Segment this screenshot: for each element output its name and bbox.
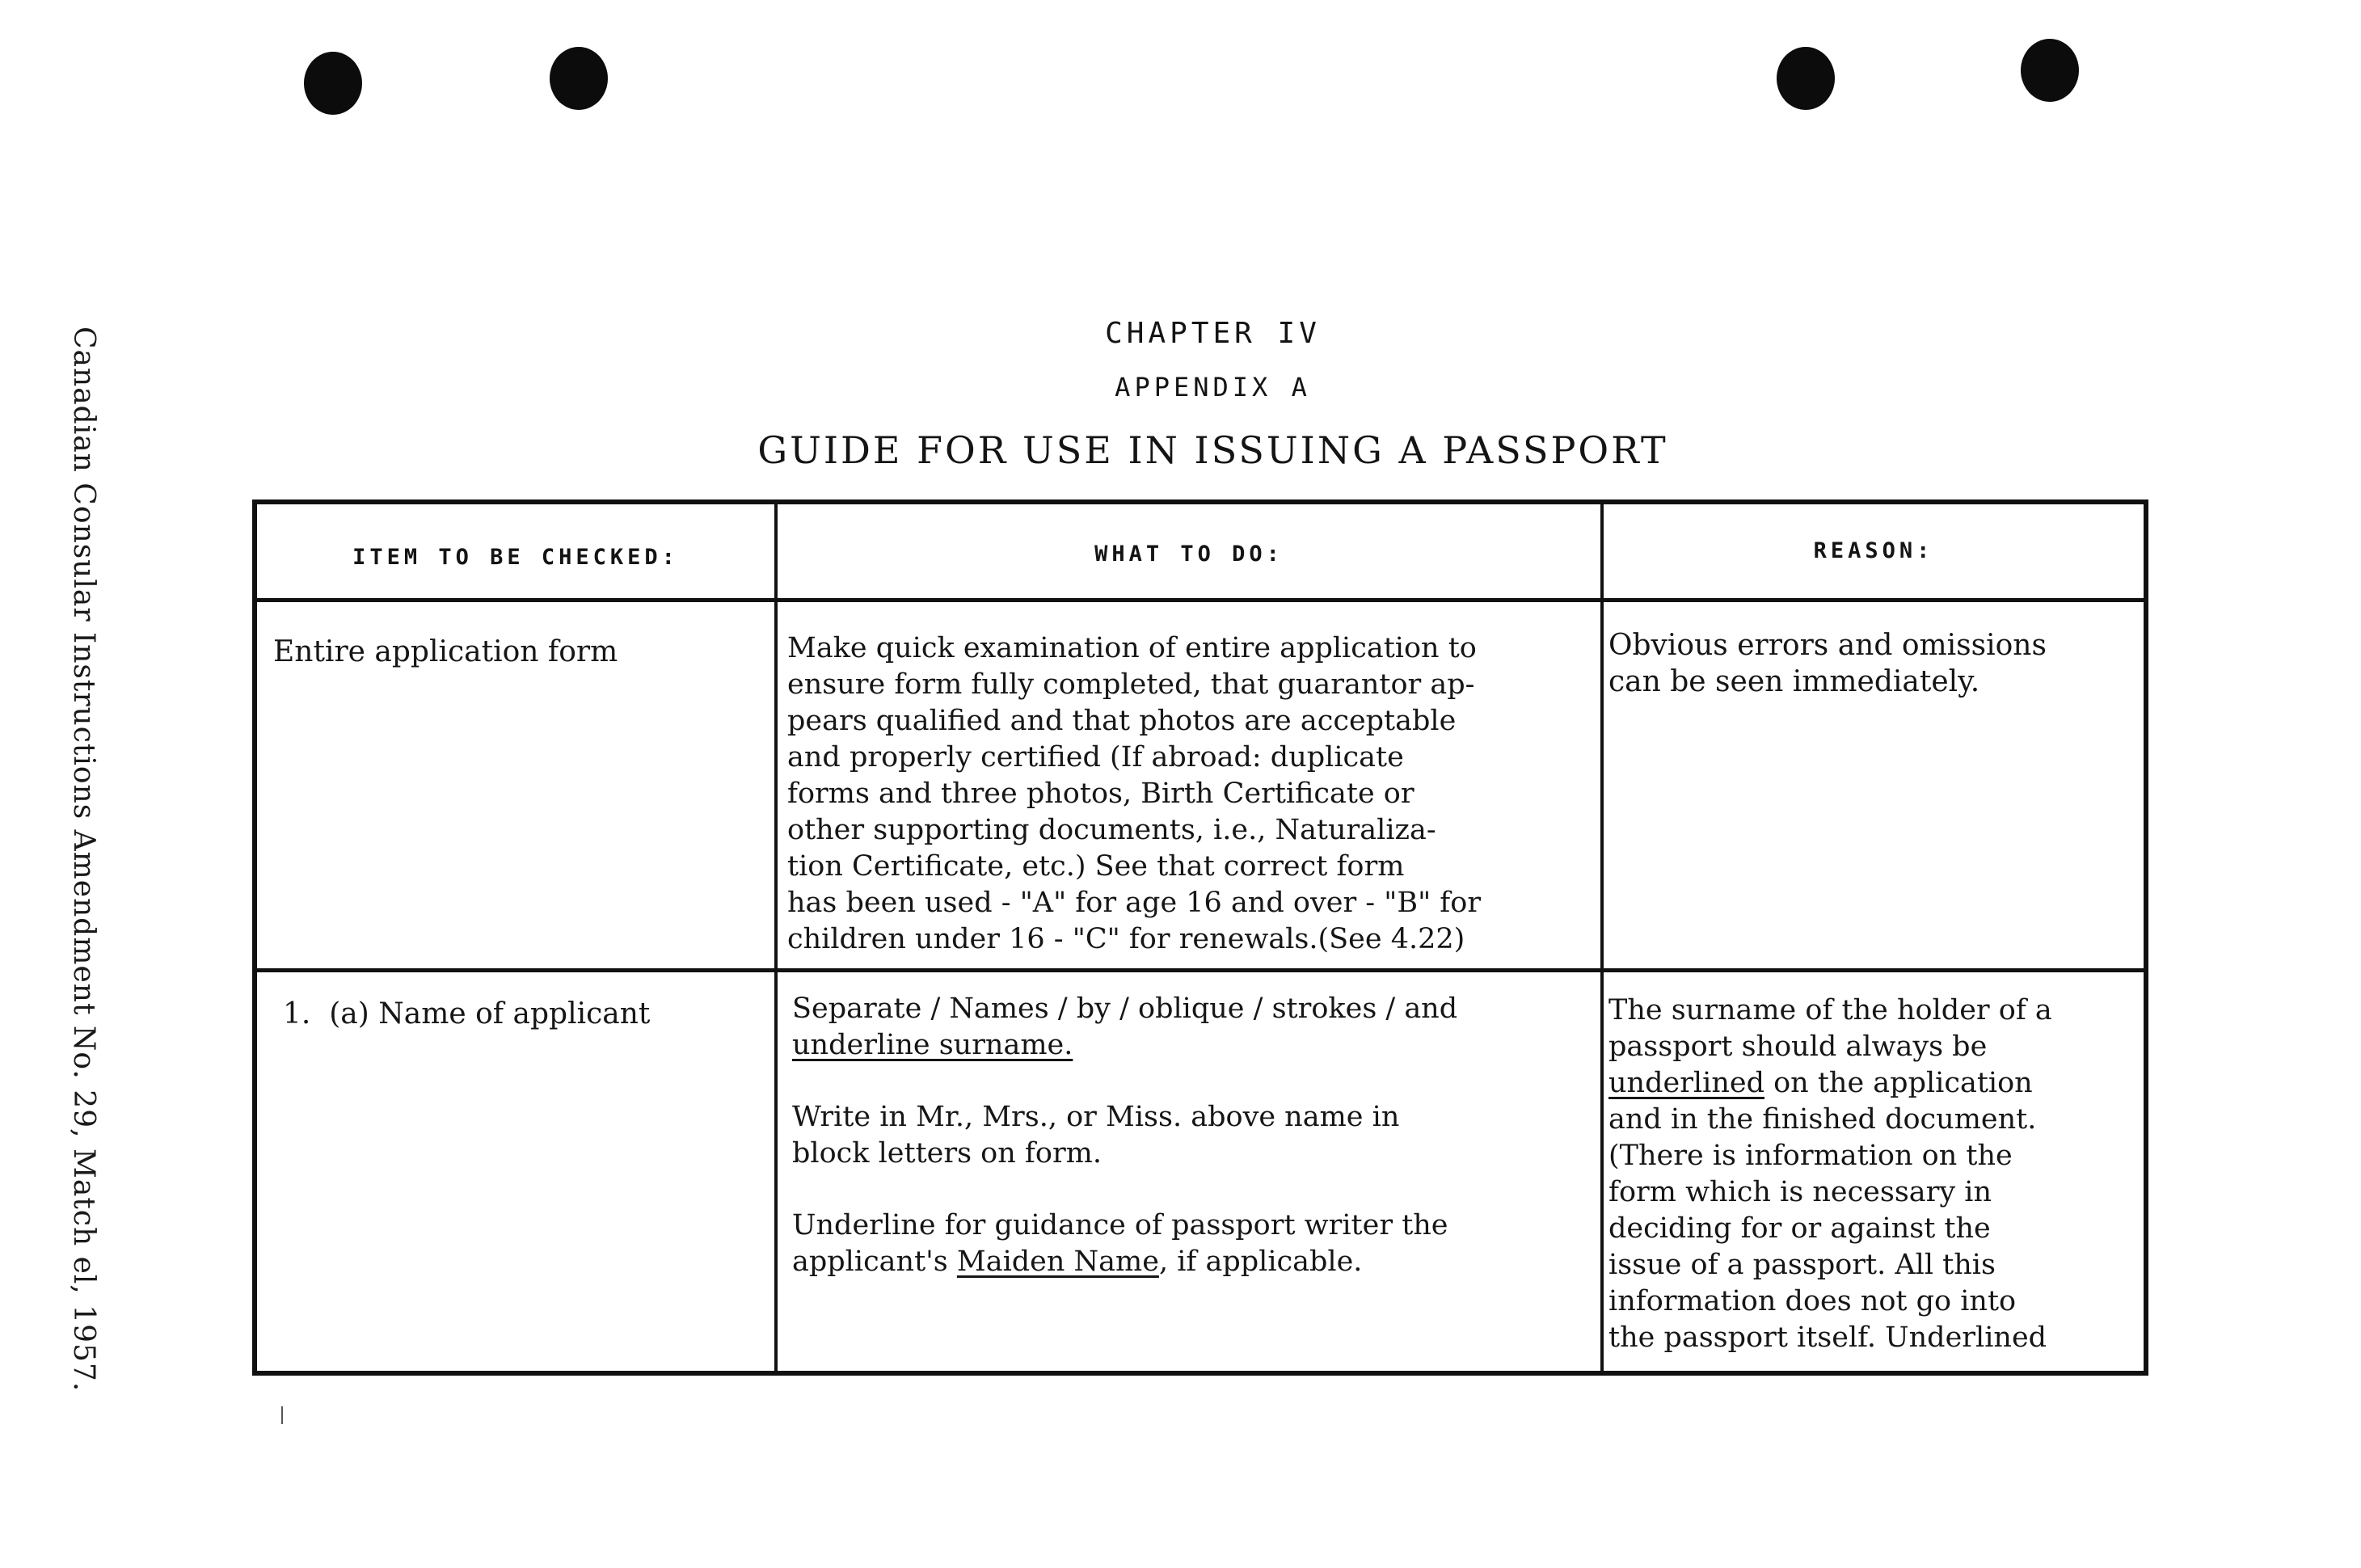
punch-hole xyxy=(1777,47,1835,110)
text-line: children under 16 - "C" for renewals.(See 4.22) xyxy=(787,923,1465,955)
column-divider xyxy=(1600,504,1604,1371)
text-line: ensure form fully completed, that guarantor ap- xyxy=(787,668,1475,701)
appendix-heading: APPENDIX A xyxy=(1115,372,1311,403)
text-line: pears qualified and that photos are acceptable xyxy=(787,705,1457,737)
margin-mark xyxy=(281,1406,283,1424)
text-line: form which is necessary in xyxy=(1608,1176,1992,1208)
header-item-to-be-checked: ITEM TO BE CHECKED: xyxy=(352,545,679,570)
chapter-heading: CHAPTER IV xyxy=(1105,317,1321,350)
row2-reason xyxy=(1608,993,2142,1356)
row-rule xyxy=(257,968,2144,972)
passport-guide-table xyxy=(252,499,2148,1376)
page-title: GUIDE FOR USE IN ISSUING A PASSPORT xyxy=(757,428,1668,472)
text-line: Make quick examination of entire application to xyxy=(787,632,1477,664)
header-what-to-do: WHAT TO DO: xyxy=(1094,542,1284,567)
row2-what-to-do xyxy=(792,991,1592,1280)
text-line: block letters on form. xyxy=(792,1137,1102,1170)
header-rule xyxy=(257,598,2144,602)
text-line: forms and three photos, Birth Certificate or xyxy=(787,778,1414,810)
text-line xyxy=(792,1244,1592,1280)
text-fragment: , if applicable. xyxy=(1158,1246,1363,1278)
header-reason: REASON: xyxy=(1813,538,1934,563)
text-fragment: on the application xyxy=(1764,1067,2033,1099)
row2-item: 1. (a) Name of applicant xyxy=(283,997,651,1031)
text-line: Underline for guidance of passport writer the xyxy=(792,1209,1448,1241)
underlined-text: underline surname. xyxy=(792,1029,1073,1061)
text-line: Obvious errors and omissions xyxy=(1608,629,2047,662)
text-line: and properly certified (If abroad: duplicate xyxy=(787,741,1404,773)
text-line xyxy=(1608,1065,2142,1102)
punch-hole xyxy=(550,47,608,110)
row1-item: Entire application form xyxy=(273,635,618,668)
text-line: issue of a passport. All this xyxy=(1608,1249,1996,1281)
underlined-text: Maiden Name xyxy=(956,1246,1159,1278)
punch-hole xyxy=(2021,39,2079,102)
text-line: Separate / Names / by / oblique / strokes / and xyxy=(792,993,1458,1025)
text-line: (There is information on the xyxy=(1608,1140,2013,1172)
column-divider xyxy=(774,504,778,1371)
text-line: other supporting documents, i.e., Naturaliza- xyxy=(787,814,1436,846)
text-line: has been used - "A" for age 16 and over - "B" for xyxy=(787,887,1482,919)
text-line: The surname of the holder of a xyxy=(1608,994,2052,1026)
row1-reason xyxy=(1608,627,2142,700)
punch-hole xyxy=(304,52,362,115)
text-line: and in the finished document. xyxy=(1608,1103,2037,1136)
text-line: the passport itself. Underlined xyxy=(1608,1321,2047,1354)
underlined-text: underlined xyxy=(1608,1067,1764,1099)
margin-citation: Canadian Consular Instructions Amendment No. 29, Match el, 1957. xyxy=(67,327,100,1393)
text-line: can be seen immediately. xyxy=(1608,665,1980,698)
text-line: tion Certificate, etc.) See that correct form xyxy=(787,850,1405,883)
row1-what-to-do xyxy=(787,630,1596,958)
text-line: information does not go into xyxy=(1608,1285,2017,1317)
text-line: Write in Mr., Mrs., or Miss. above name in xyxy=(792,1101,1400,1133)
text-fragment: applicant's xyxy=(792,1246,957,1278)
text-line: deciding for or against the xyxy=(1608,1212,1991,1245)
text-line: passport should always be xyxy=(1608,1031,1988,1063)
